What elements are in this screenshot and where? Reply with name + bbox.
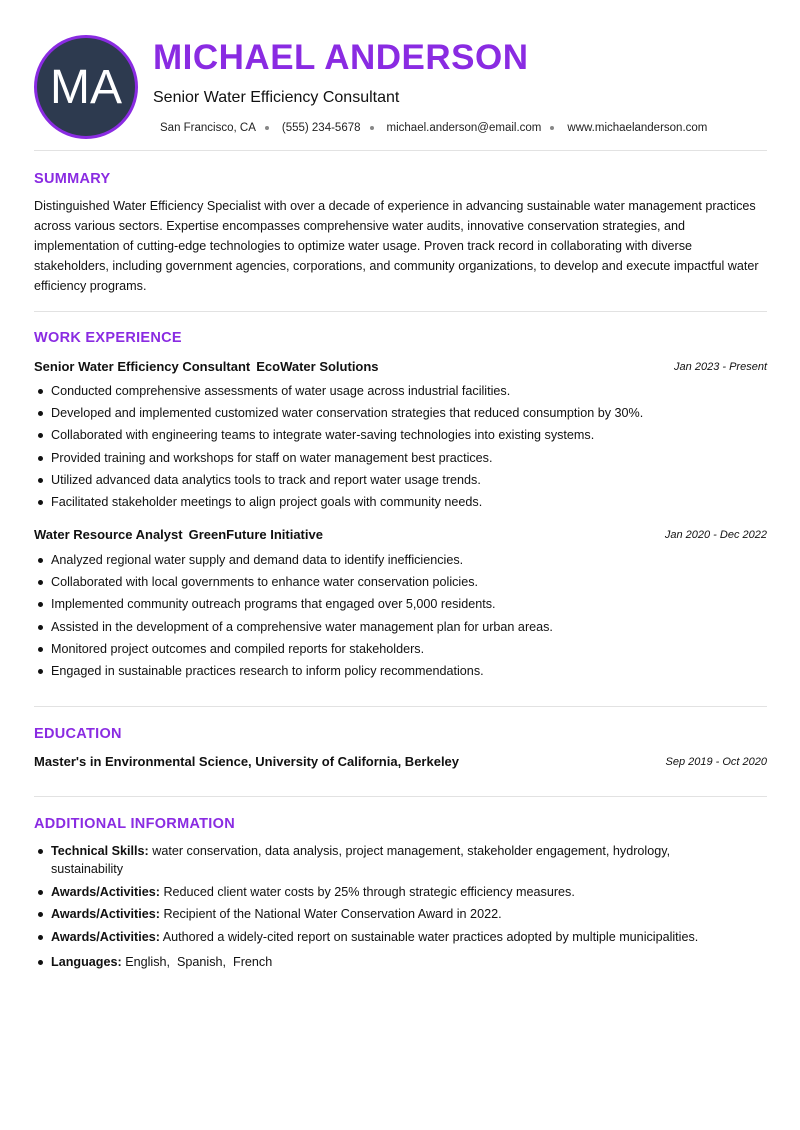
contact-bar — [160, 120, 707, 136]
list-item: Assisted in the development of a comprehensive water management plan for urban areas. — [34, 616, 769, 638]
candidate-headline: Senior Water Efficiency Consultant — [153, 89, 400, 106]
item-label: Awards/Activities: — [51, 929, 160, 944]
additional-info-heading: ADDITIONAL INFORMATION — [34, 816, 235, 832]
list-item: Engaged in sustainable practices research to inform policy recommendations. — [34, 660, 769, 682]
job-dates: Jan 2023 - Present — [674, 361, 767, 373]
item-label: Awards/Activities: — [51, 907, 160, 921]
list-item: Provided training and workshops for staff on water management best practices. — [34, 447, 769, 469]
job-bullets — [34, 380, 769, 513]
divider — [34, 150, 767, 151]
item-label: Languages: — [51, 954, 122, 969]
list-item: Facilitated stakeholder meetings to align project goals with community needs. — [34, 491, 769, 513]
item-label: Technical Skills: — [51, 844, 149, 858]
summary-heading: SUMMARY — [34, 171, 111, 187]
list-item: Implemented community outreach programs that engaged over 5,000 residents. — [34, 593, 769, 615]
item-label: Awards/Activities: — [51, 884, 160, 899]
list-item: Utilized advanced data analytics tools to track and report water usage trends. — [34, 469, 769, 491]
divider — [34, 796, 767, 797]
contact-phone[interactable]: (555) 234-5678 — [281, 122, 361, 134]
list-item — [34, 953, 734, 971]
job-title — [34, 358, 379, 375]
separator-dot-icon — [370, 126, 374, 130]
candidate-name: MICHAEL ANDERSON — [153, 38, 529, 77]
item-text: Authored a widely-cited report on sustainable water practices adopted by multiple municipalities. — [162, 929, 699, 944]
additional-info-list — [34, 842, 734, 975]
list-item: Monitored project outcomes and compiled reports for stakeholders. — [34, 638, 769, 660]
contact-email[interactable]: michael.anderson@email.com — [386, 122, 542, 134]
item-text: Recipient of the National Water Conservation Award in 2022. — [163, 907, 502, 921]
avatar — [34, 35, 138, 139]
item-text: English, Spanish, French — [125, 954, 273, 969]
job-organization: GreenFuture Initiative — [188, 527, 323, 542]
avatar-initials: MA — [50, 60, 122, 114]
list-item: Conducted comprehensive assessments of water usage across industrial facilities. — [34, 380, 769, 402]
list-item — [34, 883, 734, 901]
list-item: Developed and implemented customized water conservation strategies that reduced consumption by 30%. — [34, 402, 769, 424]
job-role: Senior Water Efficiency Consultant — [34, 359, 251, 374]
job-organization: EcoWater Solutions — [256, 359, 379, 374]
education-degree: Master's in Environmental Science, University of California, Berkeley — [34, 754, 460, 769]
list-item: Collaborated with local governments to enhance water conservation policies. — [34, 571, 769, 593]
education-heading: EDUCATION — [34, 726, 122, 742]
divider — [34, 706, 767, 707]
contact-website[interactable]: www.michaelanderson.com — [567, 122, 708, 134]
list-item — [34, 928, 734, 946]
list-item — [34, 842, 734, 878]
job-dates: Jan 2020 - Dec 2022 — [664, 529, 767, 541]
summary-text: Distinguished Water Efficiency Specialist with over a decade of experience in advancing sustainable water management practices across various sectors. Expertise encompasses comprehensive water audits, innovative conservation strategies, and implementation of cutting-edge technologies to optimize water usage. Proven track record in collaborating with diverse stakeholders, including government agencies, corporations, and community organizations, to develop and execute impactful water efficiency programs. — [34, 199, 759, 293]
item-text: Reduced client water costs by 25% through strategic efficiency measures. — [163, 884, 575, 899]
job-role: Water Resource Analyst — [34, 527, 183, 542]
list-item: Collaborated with engineering teams to integrate water-saving technologies into existing systems. — [34, 424, 769, 446]
divider — [34, 311, 767, 312]
job-title — [34, 526, 323, 543]
contact-location: San Francisco, CA — [160, 122, 256, 134]
job-bullets — [34, 549, 769, 682]
education-dates: Sep 2019 - Oct 2020 — [665, 756, 767, 768]
separator-dot-icon — [265, 126, 269, 130]
separator-dot-icon — [550, 126, 554, 130]
work-experience-heading: WORK EXPERIENCE — [34, 330, 182, 346]
item-text: water conservation, data analysis, project management, stakeholder engagement, hydrology, sustainability — [51, 844, 671, 876]
list-item: Analyzed regional water supply and demand data to identify inefficiencies. — [34, 549, 769, 571]
list-item — [34, 905, 734, 923]
